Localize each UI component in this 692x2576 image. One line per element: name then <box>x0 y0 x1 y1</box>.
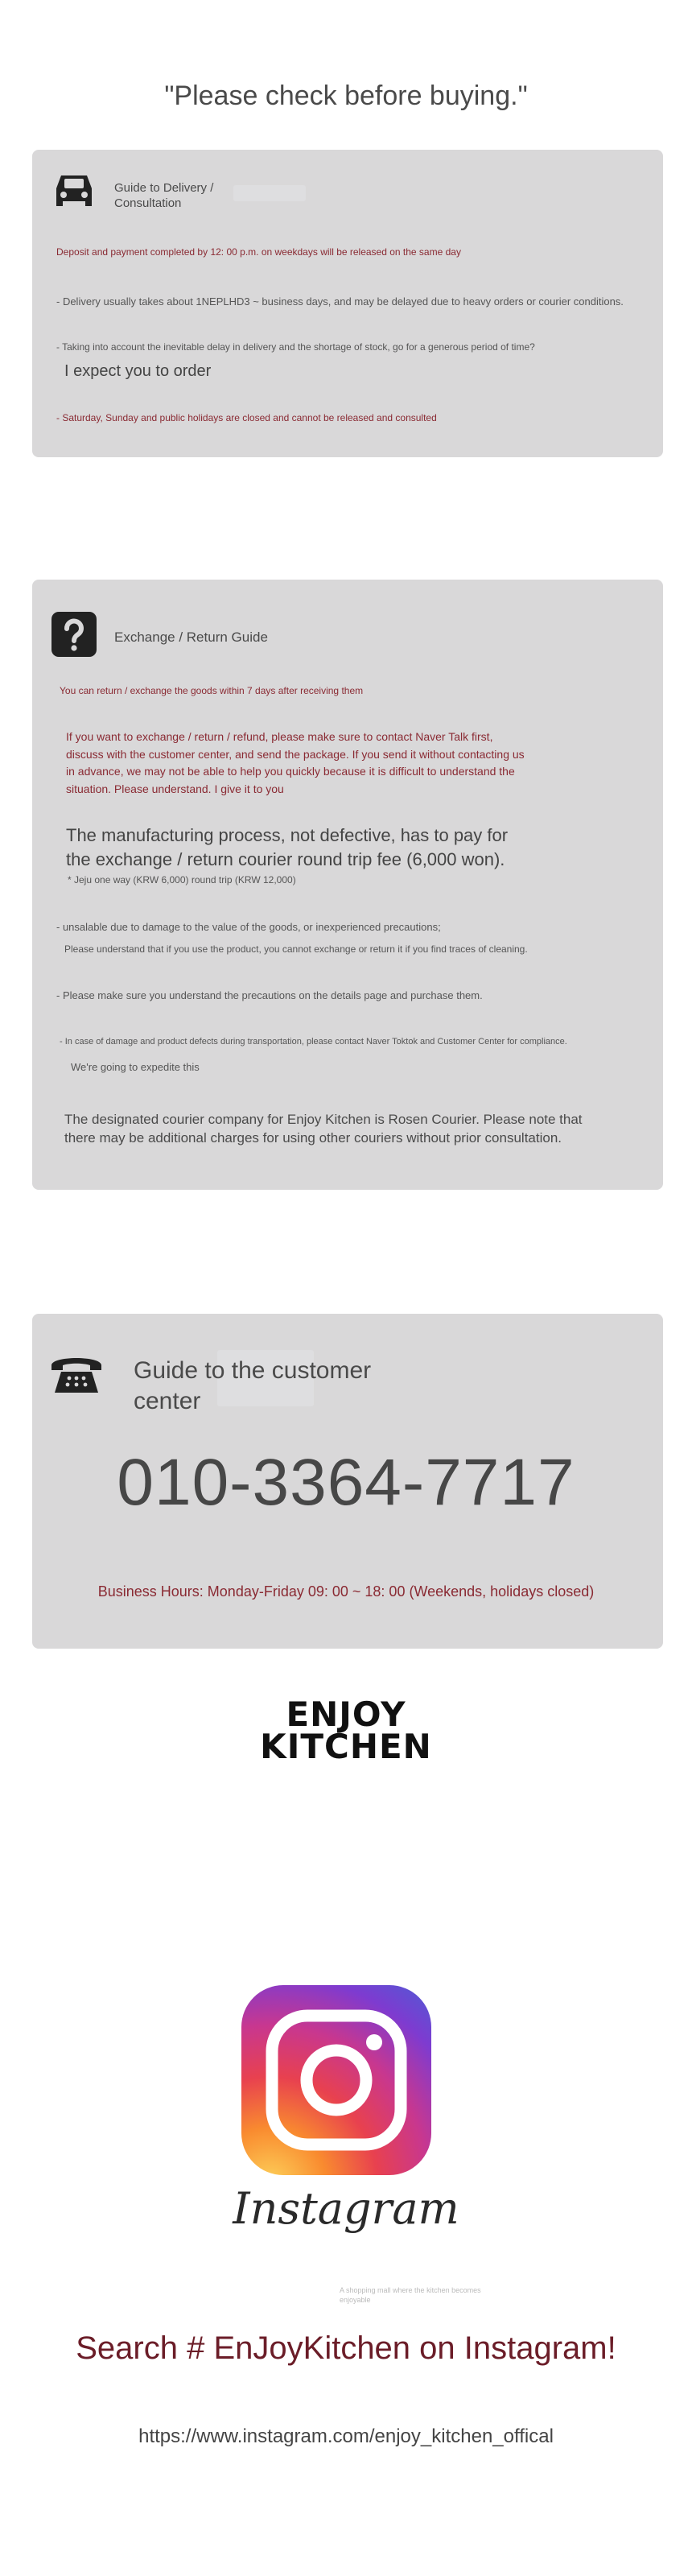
exchange-cleaning-note: Please understand that if you use the product, you cannot exchange or return it if you find traces of cleaning. <box>64 943 528 955</box>
instagram-camera-icon <box>241 1985 431 2175</box>
instagram-url-link[interactable]: https://www.instagram.com/enjoy_kitchen_offical <box>138 2425 554 2447</box>
logo-line1: ENJOY <box>286 1695 406 1734</box>
exchange-heading: Exchange / Return Guide <box>114 630 268 645</box>
delivery-heading-line2: Consultation <box>114 196 182 210</box>
customer-phone-number[interactable]: 010-3364-7717 <box>117 1446 575 1519</box>
tagline-line2: enjoyable <box>340 2295 371 2304</box>
page-title: "Please check before buying." <box>164 80 528 111</box>
instagram-tagline <box>340 2286 484 2305</box>
delivery-heading-line1: Guide to Delivery / <box>114 181 214 195</box>
business-hours: Business Hours: Monday-Friday 09: 00 ~ 18: 00 (Weekends, holidays closed) <box>97 1583 595 1600</box>
delivery-holiday-note: - Saturday, Sunday and public holidays are closed and cannot be released and consulted <box>56 412 437 423</box>
exchange-courier-paragraph <box>64 1111 583 1148</box>
delivery-card <box>32 150 663 457</box>
delivery-delay-note: - Taking into account the inevitable delay in delivery and the shortage of stock, go for a generous period of time? <box>56 341 535 353</box>
exchange-card <box>32 580 663 1190</box>
delivery-expect-note: I expect you to order <box>64 362 212 380</box>
question-icon <box>50 610 98 658</box>
instagram-wordmark: Instagram <box>233 2183 459 2234</box>
exchange-courier-line2: there may be additional charges for using other couriers without prior consultation. <box>64 1129 562 1146</box>
delivery-same-day-note: Deposit and payment completed by 12: 00 p.m. on weekdays will be released on the same day <box>56 246 461 258</box>
logo-line2: KITCHEN <box>260 1727 432 1766</box>
customer-heading-line2: center <box>134 1388 201 1414</box>
customer-heading-line1: Guide to the customer <box>134 1357 372 1384</box>
exchange-contact-line1: If you want to exchange / return / refund, please make sure to contact Naver Talk first, <box>66 730 493 743</box>
instagram-logo[interactable] <box>241 1985 431 2175</box>
customer-center-heading <box>134 1356 371 1417</box>
exchange-contact-line2: discuss with the customer center, and send the package. If you send it without contacting us <box>66 747 525 761</box>
telephone-icon <box>48 1351 105 1396</box>
instagram-search-cta: Search # EnJoyKitchen on Instagram! <box>76 2330 616 2366</box>
exchange-expedite-note: We're going to expedite this <box>71 1061 200 1073</box>
delivery-duration-note: - Delivery usually takes about 1NEPLHD3 ~ business days, and may be delayed due to heavy orders or courier conditions. <box>56 295 624 308</box>
delivery-heading <box>114 180 213 211</box>
exchange-fee-line1: The manufacturing process, not defective, has to pay for <box>66 825 509 845</box>
exchange-details-note: - Please make sure you understand the precautions on the details page and purchase them. <box>56 989 483 1001</box>
exchange-fee-paragraph <box>66 824 508 871</box>
exchange-contact-line4: situation. Please understand. I give it to you <box>66 782 284 796</box>
exchange-fee-line2: the exchange / return courier round trip fee (6,000 won). <box>66 848 505 869</box>
exchange-contact-paragraph <box>66 729 525 799</box>
exchange-contact-line3: in advance, we may not be able to help you quickly because it is difficult to understand the <box>66 765 515 778</box>
exchange-7-days-note: You can return / exchange the goods within 7 days after receiving them <box>60 685 364 696</box>
exchange-unsalable-note: - unsalable due to damage to the value of the goods, or inexperienced precautions; <box>56 921 441 933</box>
enjoy-kitchen-logo <box>0 1695 692 1766</box>
exchange-damage-note: - In case of damage and product defects during transportation, please contact Naver Toktok and Customer Center for compliance. <box>60 1037 567 1046</box>
tagline-line1: A shopping mall where the kitchen becomes <box>340 2286 481 2294</box>
exchange-courier-line1: The designated courier company for Enjoy Kitchen is Rosen Courier. Please note that <box>64 1112 583 1127</box>
exchange-jeju-note: * Jeju one way (KRW 6,000) round trip (KRW 12,000) <box>68 874 296 886</box>
car-icon <box>51 167 97 213</box>
